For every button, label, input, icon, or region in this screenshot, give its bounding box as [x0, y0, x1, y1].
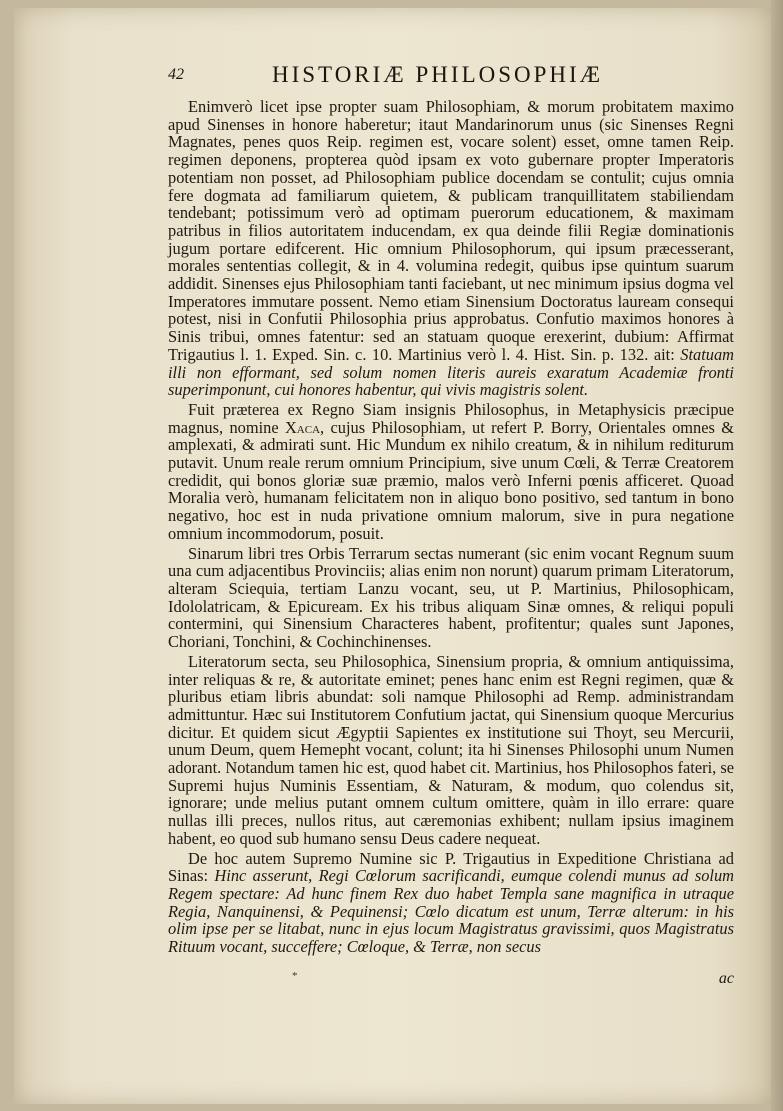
italic-quotation: Statuam illi non efformant, sed solum nomen literis aureis exaratum Academiæ fronti superimponunt, cui honores habentur, qui vivis magistris solent.	[168, 344, 734, 400]
paragraph-text: De hoc autem Supremo Numine sic P. Trigautius in Expeditione Christiana ad Sinas:	[168, 848, 734, 886]
page-body	[168, 98, 734, 958]
paragraph-supreme-numen	[168, 850, 734, 956]
catchword: ac	[718, 970, 734, 987]
running-title: HISTORIÆ PHILOSOPHIÆ	[272, 62, 604, 87]
page-header	[168, 62, 728, 96]
page-number: 42	[168, 66, 184, 83]
italic-quotation: Hinc asserunt, Regi Cœlorum sacrificandi, eumque colendi munus ad solum Regem spectare: Ad hunc finem Rex duo habet Templa sane magnifica in utraque Regia, Nanquinensi, & Pequinensi; Cœlo dicatum est unum, Terræ alterum: in his olim ipse per se litabat, nunc in ejus locum Magistratus gravissimi, quos Magistratus Rituum vocant, succeffere; Cœloque, & Terræ, non secus	[168, 866, 734, 957]
page-footer	[168, 970, 734, 990]
paragraph-text: , cujus Philosophiam, ut refert P. Borry, Orientales omnes & amplexati, & admirati sunt. Hic Mundum ex nihilo creatum, & in nihilum rediturum putavit. Unum reale rerum omnium Principium, sive unum Cœli, & Terræ Creatorem credidit, qui bonos gloriæ suæ præmio, malos verò Inferni pœnis afficeret. Quoad Moralia verò, humanam felicitatem non in aliquo bono positivo, sed tantum in bono negativo, hoc est in nuda privatione omnium malorum, sive in pura negatione omnium incommodorum, posuit.	[168, 417, 734, 543]
paragraph-literati	[168, 653, 734, 848]
paragraph-text: Sinarum libri tres Orbis Terrarum sectas numerant (sic enim vocant Regnum suum una cum adjacentibus Provinciis; alias enim non norunt) quarum primam Literatorum, alteram Sciequia, tertiam Lanzu vocant, seu, ut P. Martinius, Philosophicam, Idololatricam, & Epicuream. Ex his tribus aliquam Sinæ omnes, & reliqui populi contermini, qui Sinensium Characteres habent, profitentur; quales sunt Japones, Choriani, Tonchini, & Cochinchinenses.	[168, 543, 734, 652]
paragraph-text: Literatorum secta, seu Philosophica, Sinensium propria, & omnium antiquissima, inter reliquas & re, & autoritate eminet; penes hanc enim est Regni regimen, quæ & pluribus etiam libris abundat: soli namque Philosophi ad Remp. administrandam admittuntur. Hæc sui Institutorem Confutium jactat, qui Sinensium quoque Mercurius dicitur. Et quidem sicut Ægyptii Sapientes ex institutione sui Thoyt, seu Mercurii, unum Deum, quem Hemepht vocant, colunt; ita hi Sinenses Philosophi unum Numen adorant. Notandum tamen hic est, quod habet cit. Martinius, hos Philosophos fateri, se Supremi hujus Numinis Essentiam, & Naturam, & modum, quo colendus sit, ignorare; unde melius putant omnem cultum omittere, quàm in illo errare: quare nullas illi preces, nullos ritus, aut cæremonias exhibent; nullam ipsius imaginem habent, eo quod sub humano sensu Deus cadere nequeat.	[168, 651, 734, 848]
adjacent-leaf-edge	[771, 0, 783, 1111]
paragraph-text: Enimverò licet ipse propter suam Philosophiam, & morum probitatem maximo apud Sinenses in honore haberetur; itaut Mandarinorum unus (sic Sinenses Regni Magnates, penes quos Reip. regimen est, vocare solent) esset, omne tamen Reip. regimen deponens, propterea quòd ipsam ex voto gubernare propter Imperatoris potentiam non posset, ad Philosophiam publice docendam se contulit; cujus omnia fere dogmata ad familiarum quietem, & publicam tranquillitatem stabiliendam tendebant; potissimum verò ad optimam puerorum educationem, & maximam patribus in filios autoritatem inducendam, ex qua deinde filii Regiæ dominationis jugum portare edifcerent. Hic omnium Philosophorum, qui ipsum præcesserant, morales sententias collegit, & in 4. volumina redegit, quibus ipse quintum suarum addidit. Sinenses ejus Philosophiam tanti faciebant, ut nec minimum ipsius dogma vel Imperatores immutare possent. Nemo etiam Sinensium Doctoratus lauream consequi potest, nisi in Confutii Philosophia prius approbatus. Confutio maximos honores à Sinis tribui, omnes fatentur: sed an statuam quoque erexerint, dubium: Affirmat Trigautius l. 1. Exped. Sin. c. 10. Martinius verò l. 4. Hist. Sin. p. 132. ait:	[168, 97, 734, 364]
paragraph-sects	[168, 545, 734, 651]
paragraph-text: Fuit præterea ex Regno Siam insignis Philosophus, in Metaphysicis præcipue magnus, nomine	[168, 399, 734, 437]
signature-mark: *	[292, 970, 298, 982]
paragraph-xaca	[168, 401, 734, 543]
philosopher-name: Xaca	[284, 417, 321, 437]
paragraph-confutius	[168, 98, 734, 399]
